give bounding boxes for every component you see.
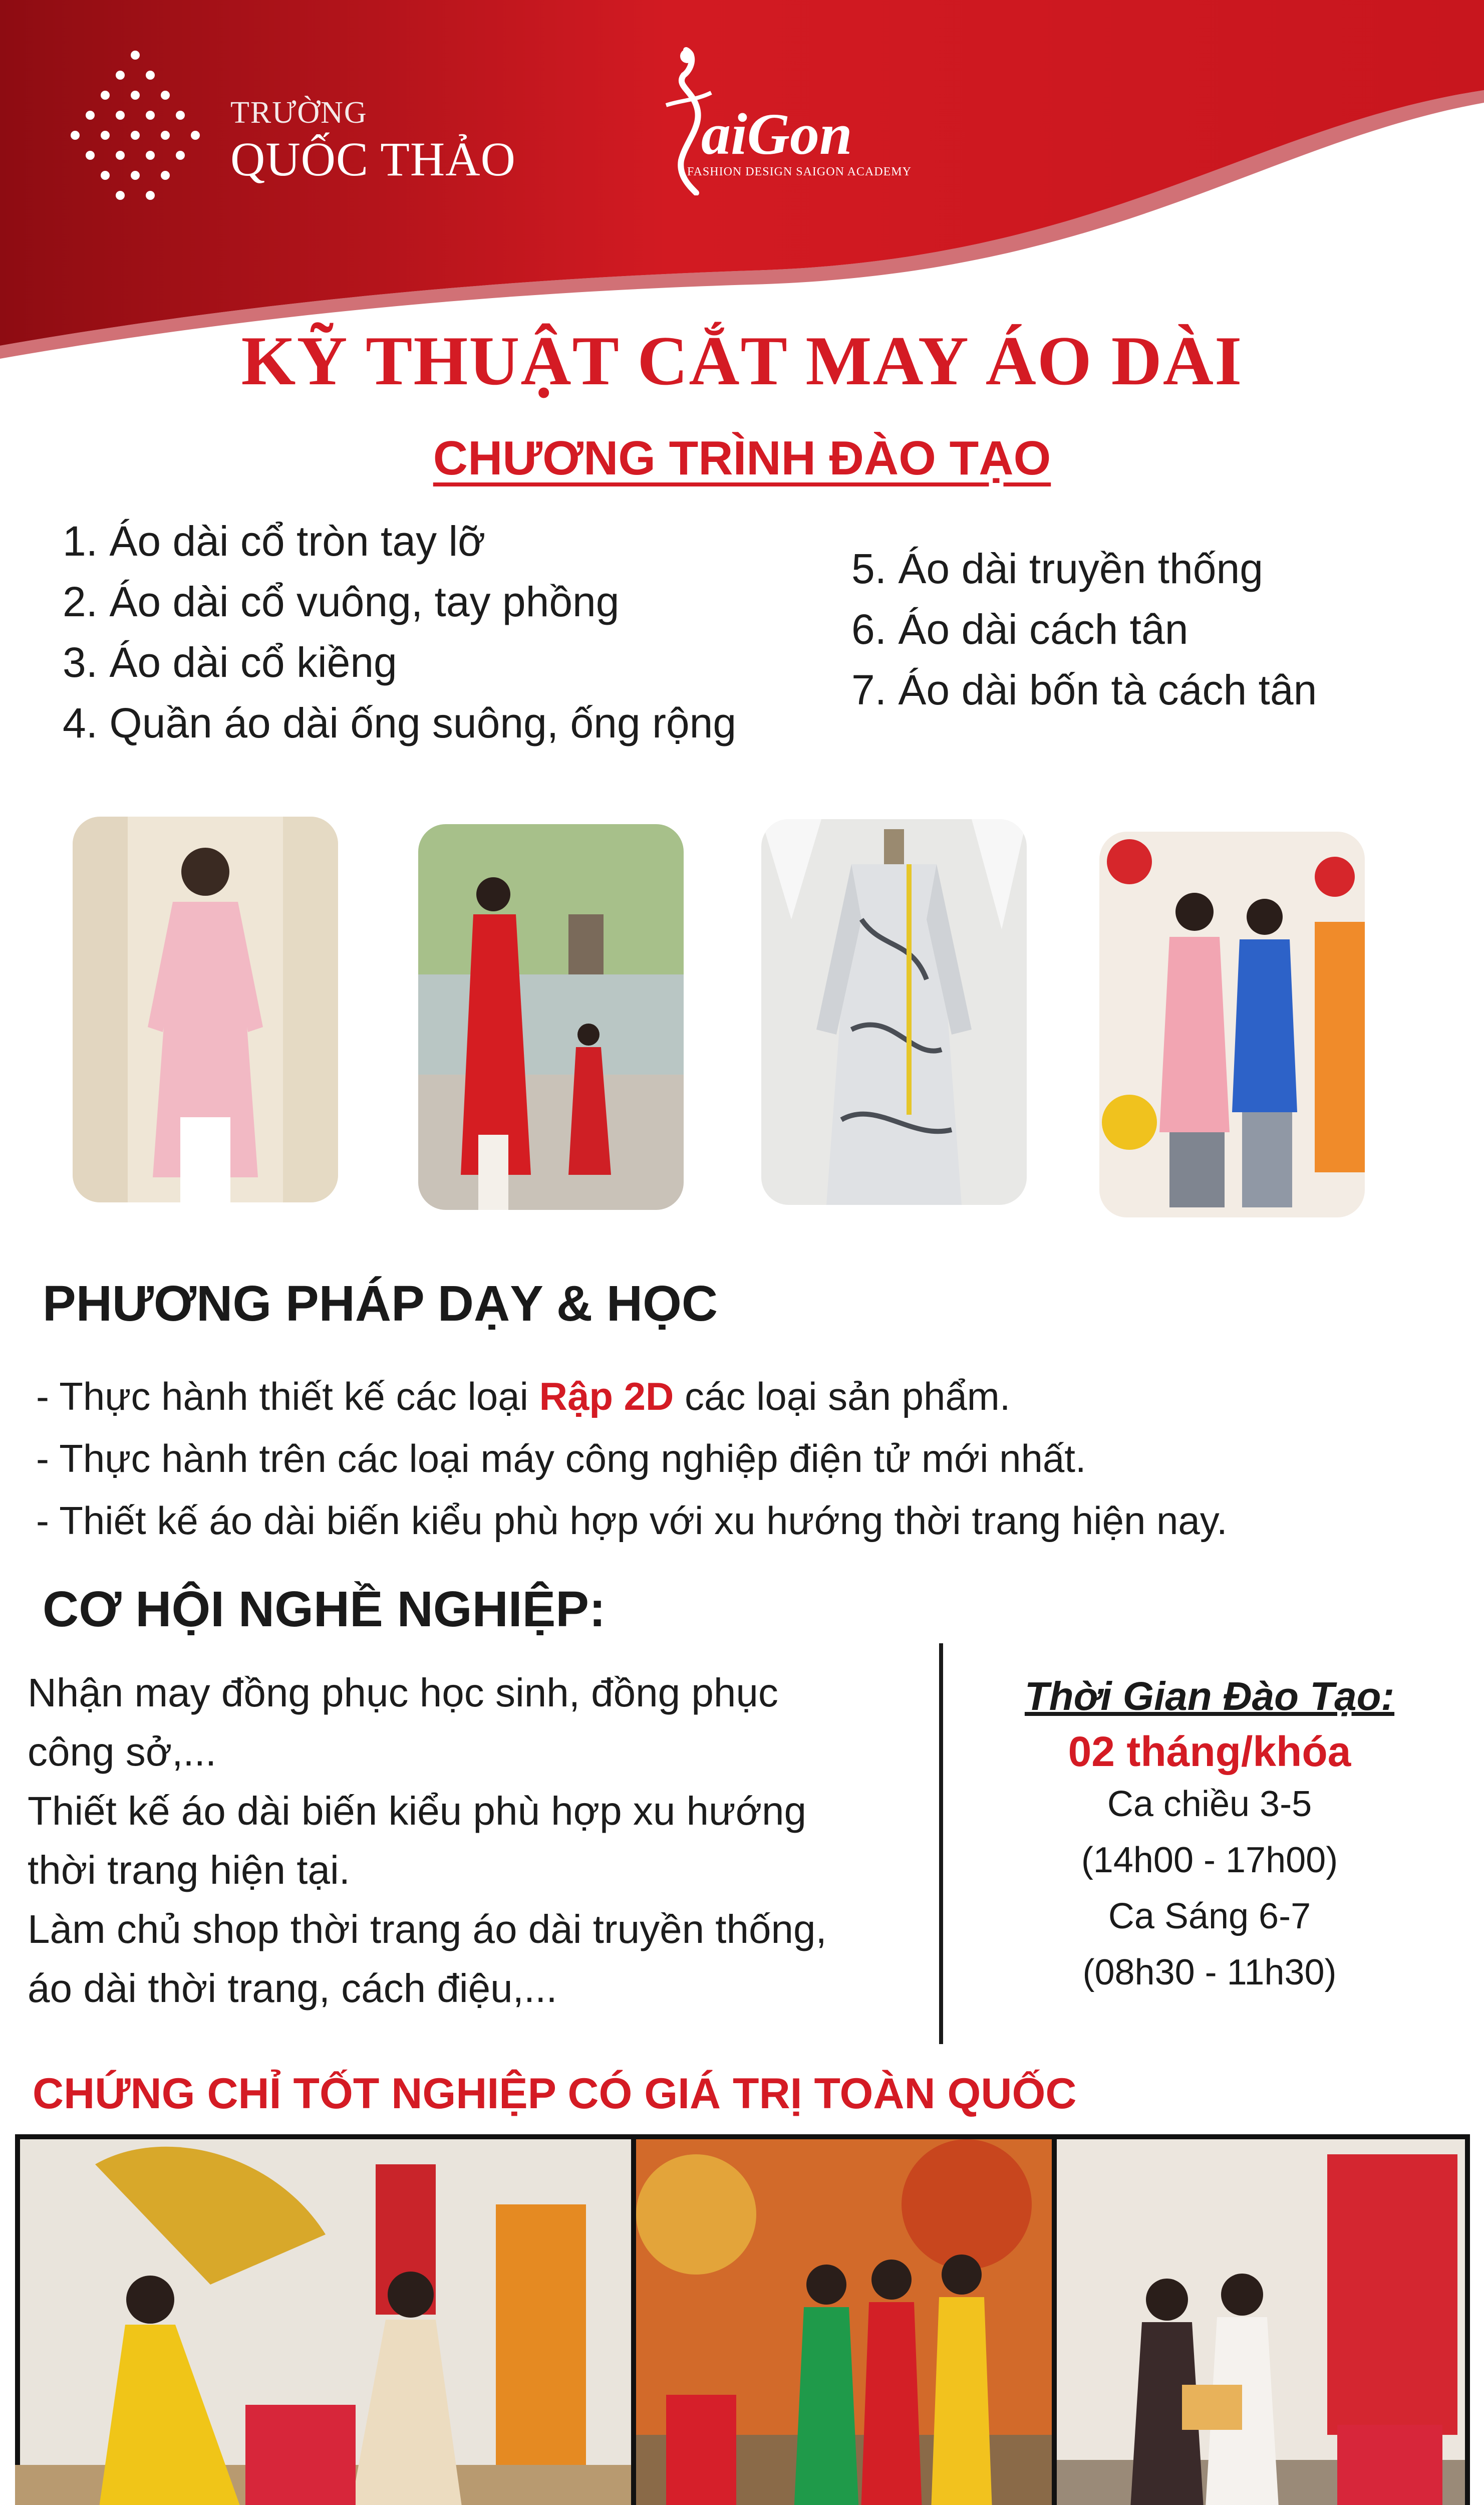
photo-gallery bbox=[15, 2134, 1470, 2505]
program-list-left bbox=[63, 511, 736, 754]
saigon-brand-subtitle: FASHION DESIGN SAIGON ACADEMY bbox=[687, 165, 912, 178]
vertical-divider bbox=[939, 1643, 943, 2044]
methods-heading: PHƯƠNG PHÁP DẠY & HỌC bbox=[43, 1276, 718, 1332]
training-line: Ca chiều 3-5 bbox=[1107, 1784, 1312, 1824]
career-line: áo dài thời trang, cách điệu,... bbox=[28, 1966, 557, 2011]
program-item: 6. Áo dài cách tân bbox=[851, 606, 1189, 653]
training-line: Ca Sáng 6-7 bbox=[1108, 1896, 1311, 1936]
training-title: Thời Gian Đào Tạo: bbox=[1024, 1674, 1395, 1718]
training-line: (14h00 - 17h00) bbox=[1081, 1840, 1338, 1880]
program-item: 3. Áo dài cổ kiềng bbox=[63, 639, 397, 686]
career-text bbox=[28, 1663, 929, 2018]
page-title: KỸ THUẬT CẮT MAY ÁO DÀI bbox=[241, 322, 1243, 400]
career-line: Thiết kế áo dài biến kiểu phù hợp xu hướng bbox=[28, 1789, 807, 1833]
photo-red-aodai-lake bbox=[418, 824, 684, 1210]
method-item-text: - Thực hành thiết kế các loại bbox=[36, 1374, 539, 1418]
training-duration: 02 tháng/khóa bbox=[1068, 1728, 1351, 1775]
program-item: 2. Áo dài cổ vuông, tay phồng bbox=[63, 578, 620, 625]
career-line: công sở,... bbox=[28, 1729, 217, 1774]
diamond-logo-icon bbox=[60, 45, 210, 215]
photo-students-aodai bbox=[1099, 832, 1365, 1217]
career-line: Làm chủ shop thời trang áo dài truyền thống, bbox=[28, 1907, 827, 1951]
saigon-brand-word: aiGon bbox=[701, 101, 852, 167]
career-line: thời trang hiện tại. bbox=[28, 1848, 350, 1892]
photo-pink-aodai bbox=[73, 817, 338, 1202]
career-line: Nhận may đồng phục học sinh, đồng phục bbox=[28, 1670, 778, 1715]
program-item: 4. Quần áo dài ống suông, ống rộng bbox=[63, 699, 737, 746]
program-heading: CHƯƠNG TRÌNH ĐÀO TẠO bbox=[433, 431, 1051, 485]
program-item: 1. Áo dài cổ tròn tay lỡ bbox=[63, 518, 486, 565]
program-item: 7. Áo dài bốn tà cách tân bbox=[851, 666, 1317, 713]
certificate-heading: CHỨNG CHỈ TỐT NGHIỆP CÓ GIÁ TRỊ TOÀN QUỐC bbox=[33, 2070, 1077, 2118]
methods-list bbox=[36, 1365, 1228, 1552]
training-schedule bbox=[962, 1673, 1457, 2000]
method-item-text: các loại sản phẩm. bbox=[674, 1374, 1011, 1418]
method-item: - Thiết kế áo dài biến kiểu phù hợp với xu hướng thời trang hiện nay. bbox=[36, 1498, 1228, 1543]
program-item: 5. Áo dài truyền thống bbox=[851, 545, 1263, 592]
method-highlight: Rập 2D bbox=[539, 1374, 674, 1418]
program-list-right bbox=[851, 539, 1317, 720]
training-line: (08h30 - 11h30) bbox=[1082, 1952, 1337, 1992]
photo-printed-aodai-mannequin bbox=[761, 819, 1027, 1205]
career-heading: CƠ HỘI NGHỀ NGHIỆP: bbox=[43, 1581, 606, 1637]
school-label: TRƯỜNG bbox=[230, 96, 368, 130]
school-name: QUỐC THẢO bbox=[230, 132, 516, 186]
method-item bbox=[36, 1365, 1228, 1427]
method-item: - Thực hành trên các loại máy công nghiệp điện tử mới nhất. bbox=[36, 1436, 1086, 1480]
